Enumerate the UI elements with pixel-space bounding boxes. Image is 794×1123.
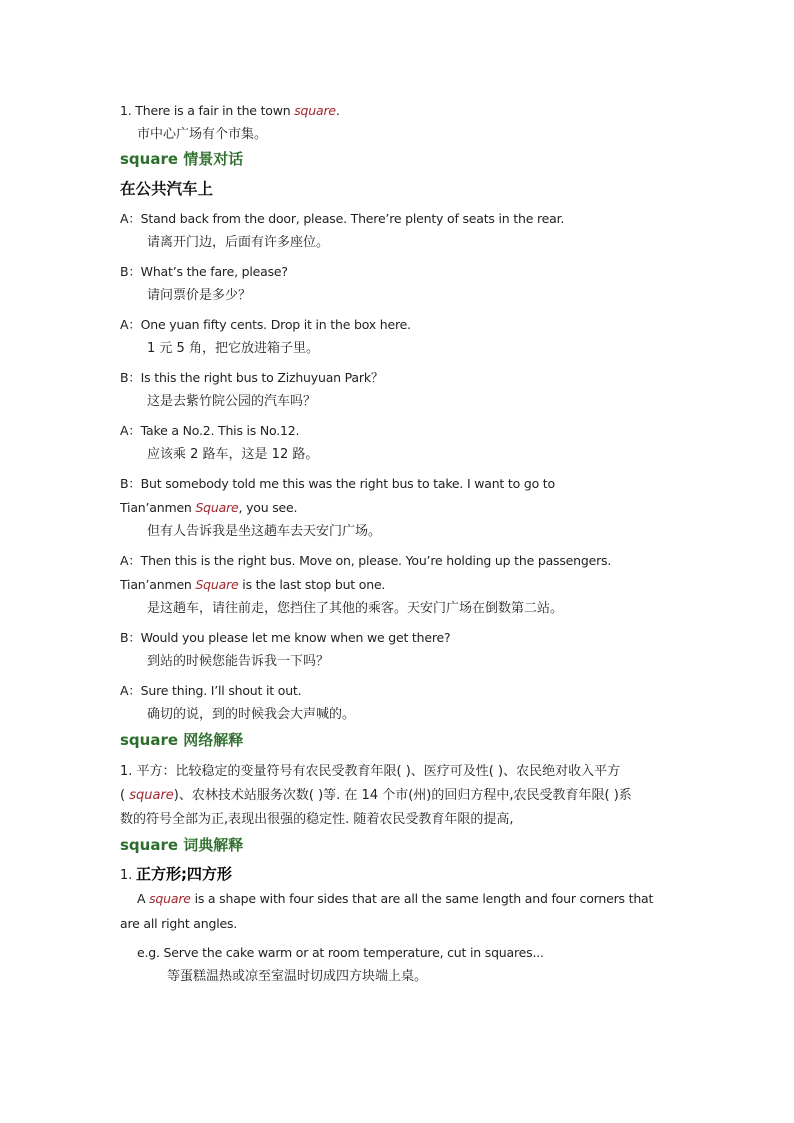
dialogue-line-zh: 请问票价是多少？ <box>147 288 252 303</box>
dialogue-line-zh: 应该乘 2 路车，这是 12 路。 <box>147 447 319 462</box>
example-sentence-zh: 市中心广场有个市集。 <box>137 127 268 142</box>
dialogue-line-en: A：Sure thing. I’ll shout it out. <box>120 683 302 698</box>
dialogue-line-en: B：Would you please let me know when we get there? <box>120 630 451 645</box>
dialogue-line-en-cont: Tian’anmen Square is the last stop but one. <box>120 577 386 592</box>
dict-definition-line: are all right angles. <box>120 916 238 931</box>
dialogue-line-en: B：But somebody told me this was the right bus to take. I want to go to <box>120 476 555 491</box>
dialogue-line-en: A：Stand back from the door, please. There’re plenty of seats in the rear. <box>120 211 565 226</box>
keyword-square: square <box>129 788 174 803</box>
dialogue-heading: square 情景对话 <box>120 150 244 168</box>
dict-example-zh: 等蛋糕温热或凉至室温时切成四方块端上桌。 <box>167 969 428 984</box>
dialogue-line-zh: 是这趟车，请往前走，您挡住了其他的乘客。天安门广场在倒数第二站。 <box>147 601 564 616</box>
dict-heading: square 词典解释 <box>120 836 244 854</box>
example-sentence-en: 1. There is a fair in the town square. <box>120 103 340 118</box>
dialogue-line-en: B：What’s the fare, please? <box>120 264 288 279</box>
keyword-square: Square <box>195 577 239 592</box>
dialogue-line-zh: 确切的说，到的时候我会大声喊的。 <box>147 707 356 722</box>
web-definition-line: 1. 平方：比较稳定的变量符号有农民受教育年限( )、医疗可及性( )、农民绝对收入平方 <box>120 764 621 779</box>
web-definition-line: 数的符号全部为正,表现出很强的稳定性. 随着农民受教育年限的提高, <box>120 812 514 827</box>
dialogue-line-zh: 但有人告诉我是坐这趟车去天安门广场。 <box>147 524 382 539</box>
keyword-square: square <box>294 103 336 118</box>
dict-definition-line: A square is a shape with four sides that are all the same length and four corners that <box>137 891 654 906</box>
dialogue-line-en: B：Is this the right bus to Zizhuyuan Park？ <box>120 370 384 385</box>
dialogue-line-zh: 1 元 5 角，把它放进箱子里。 <box>147 341 319 356</box>
dialogue-line-en: A：Take a No.2. This is No.12. <box>120 423 300 438</box>
dialogue-line-zh: 请离开门边，后面有许多座位。 <box>147 235 330 250</box>
dialogue-line-zh: 到站的时候您能告诉我一下吗？ <box>147 654 330 669</box>
dialogue-line-en-cont: Tian’anmen Square, you see. <box>120 500 298 515</box>
dict-sense-title: 1. 正方形;四方形 <box>120 865 232 883</box>
dialogue-subheading: 在公共汽车上 <box>120 180 214 198</box>
dict-example-en: e.g. Serve the cake warm or at room temperature, cut in squares... <box>137 945 544 960</box>
keyword-square: Square <box>195 500 239 515</box>
web-definition-line: ( square)、农林技术站服务次数( )等. 在 14 个市(州)的回归方程中,农民受教育年限( )系 <box>120 788 632 803</box>
dialogue-line-en: A：One yuan fifty cents. Drop it in the box here. <box>120 317 411 332</box>
keyword-square: square <box>149 891 191 906</box>
dialogue-line-zh: 这是去紫竹院公园的汽车吗？ <box>147 394 317 409</box>
dialogue-line-en: A：Then this is the right bus. Move on, please. You’re holding up the passengers. <box>120 553 612 568</box>
web-heading: square 网络解释 <box>120 731 244 749</box>
